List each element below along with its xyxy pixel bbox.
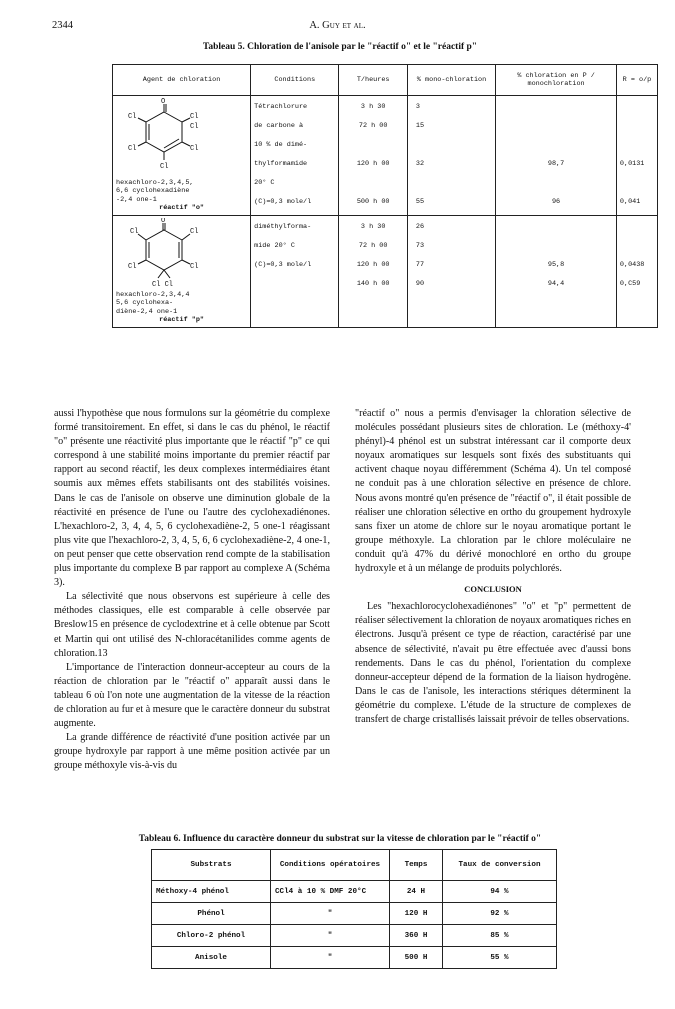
time-value [342, 136, 403, 155]
paragraph: L'importance de l'interaction donneur-accepteur au cours de la réaction de chloration par le "réactif o" apparaît aussi dans le tableau 6 où l'on note une augmentation de la vitesse de la réaction de chloration au fur et à mesure que le caractère donneur du substrat augmente. [54, 661, 330, 730]
t6-conditions: " [271, 947, 390, 969]
para-value [499, 174, 613, 193]
compound-tag: réactif "o" [159, 204, 204, 213]
r-value [620, 117, 654, 136]
compound-name-line: 5,6 cyclohexa- [116, 299, 174, 308]
atom-label: O [161, 217, 166, 225]
t5-conditions-cell-p [251, 215, 339, 327]
t6-header-substrats: Substrats [152, 850, 271, 881]
table-row [152, 903, 557, 925]
para-value [499, 136, 613, 155]
time-value: 72 h 00 [358, 241, 388, 250]
paragraph: La sélectivité que nous observons est supérieure à celle des méthodes classiques, elle est comparable à celle observée par Breslow15 en présence de cyclodextrine et à celle obtenue par Scott et Martin qui ont utilisé des N-chloracétanilides comme agents de chloration.13 [54, 591, 330, 659]
atom-label: Cl [128, 262, 137, 271]
condition-line: (C)=0,3 mole/l [254, 260, 312, 269]
time-value [342, 174, 403, 193]
time-value: 500 h 00 [356, 198, 390, 206]
t5-agent-cell-p [113, 215, 251, 327]
para-value [499, 98, 613, 117]
right-column [355, 407, 631, 727]
table-row [152, 925, 557, 947]
t6-substrat: Méthoxy-4 phénol [152, 881, 271, 903]
t6-header-temps: Temps [390, 850, 443, 881]
atom-label: O [161, 98, 166, 106]
t6-substrat: Phénol [152, 903, 271, 925]
paragraph: Les "hexachlorocyclohexadiénones" "o" et "p" permettent de réaliser sélectivement la chloration de noyaux aromatiques riches en électrons. Jusqu'à présent ce type de réaction, caractérisé par une absence de sélectivité, n'avait pu être effectuée avec d'aussi bons rendements. Dans le cas du phénol, l'orientation du complexe donneur-accepteur dépend de la formation de la liaison hydrogène. Dans le cas de l'anisole, les interactions stériques déterminent la géométrie du complexe. L'étude de la structure de complexes de transfert de charge cristallisés laissait prévoir de telles observations. [355, 601, 631, 725]
t5-header-mono: % mono-chloration [407, 65, 495, 96]
para-value: 98,7 [547, 160, 565, 168]
mono-value: 77 [415, 260, 425, 269]
t6-substrat: Anisole [152, 947, 271, 969]
molecule-diagram-p [116, 218, 212, 288]
left-column [54, 407, 330, 773]
atom-label: Cl [160, 163, 169, 171]
t6-conditions: " [271, 903, 390, 925]
t6-conditions: CCl4 à 10 % DMF 20°C [271, 881, 390, 903]
para-value [499, 117, 613, 136]
t6-temps: 500 H [390, 947, 443, 969]
t5-mono-cell-o [407, 96, 495, 216]
mono-value: 55 [415, 198, 425, 206]
time-value: 72 h 00 [358, 122, 388, 130]
condition-line: (C)=0,3 mole/l [254, 198, 312, 206]
condition-line: thylformamide [254, 160, 308, 168]
paragraph: La grande différence de réactivité d'une position activée par un groupe hydroxyle par rapport à une même position activée par un groupe méthoxyle vis-à-vis du [54, 732, 330, 772]
t5-mono-cell-p [407, 215, 495, 327]
compound-name-line: -2,4 one-1 [116, 195, 157, 204]
condition-line [254, 275, 335, 294]
para-value: 96 [551, 198, 561, 206]
atom-label: Cl [128, 113, 137, 121]
t5-para-cell-o [496, 96, 617, 216]
r-value [620, 136, 654, 155]
t5-header-conditions: Conditions [251, 65, 339, 96]
condition-line: 10 % de dimé- [254, 141, 308, 149]
time-value: 3 h 30 [360, 103, 386, 111]
t5-agent-cell-o [113, 96, 251, 216]
t6-taux: 85 % [443, 925, 557, 947]
table-row [152, 947, 557, 969]
running-title: A. Guy et al. [309, 20, 366, 31]
table-row [152, 881, 557, 903]
time-value: 3 h 30 [360, 222, 386, 231]
table5 [112, 64, 658, 328]
mono-value: 32 [415, 160, 425, 168]
t6-taux: 94 % [443, 881, 557, 903]
t5-r-cell-o [616, 96, 657, 216]
condition-line: de carbone à [254, 122, 304, 130]
table6-caption: Tableau 6. Influence du caractère donneur du substrat sur la vitesse de chloration par le "réactif o" [138, 834, 542, 844]
atom-label: Cl [190, 227, 199, 236]
compound-name-line: hexachloro-2,3,4,5, [116, 179, 194, 187]
t5-row-reactif-p [113, 215, 658, 327]
table5-caption: Tableau 5. Chloration de l'anisole par le "réactif o" et le "réactif p" [202, 42, 478, 52]
para-value [499, 218, 613, 237]
compound-name-line: 6,6 cyclohexadiène [116, 187, 190, 196]
para-value: 95,8 [547, 260, 565, 269]
r-value [620, 218, 654, 237]
time-value: 120 h 00 [356, 260, 390, 269]
r-value [620, 98, 654, 117]
t5-header-time: T/heures [339, 65, 407, 96]
table6 [151, 849, 557, 969]
t5-para-cell-p [496, 215, 617, 327]
compound-name-line: diène-2,4 one-1 [116, 307, 178, 316]
t6-taux: 92 % [443, 903, 557, 925]
condition-line: mide 20° C [254, 241, 295, 250]
atom-label: Cl [190, 123, 199, 131]
atom-label: Cl [190, 262, 199, 271]
r-value [620, 237, 654, 256]
mono-value: 90 [415, 279, 425, 288]
para-value [499, 237, 613, 256]
t5-header-r: R = o/p [616, 65, 657, 96]
time-value: 140 h 00 [356, 279, 390, 288]
t6-substrat: Chloro-2 phénol [152, 925, 271, 947]
condition-line: diméthylforma- [254, 222, 312, 231]
t5-r-cell-p [616, 215, 657, 327]
atom-label: Cl Cl [152, 280, 174, 288]
t6-conditions: " [271, 925, 390, 947]
t6-taux: 55 % [443, 947, 557, 969]
molecule-diagram-o [116, 98, 212, 176]
t6-header-taux: Taux de conversion [443, 850, 557, 881]
t5-time-cell-o [339, 96, 407, 216]
t6-temps: 120 H [390, 903, 443, 925]
page-number: 2344 [52, 20, 73, 31]
section-heading: CONCLUSION [464, 584, 522, 595]
r-value [620, 174, 654, 193]
t6-header-conditions: Conditions opératoires [271, 850, 390, 881]
atom-label: Cl [128, 145, 137, 153]
compound-name-line: hexachloro-2,3,4,4 [116, 290, 190, 299]
t6-temps: 360 H [390, 925, 443, 947]
condition-line: 20° C [254, 179, 275, 187]
para-value: 94,4 [547, 279, 565, 288]
r-value: 0,0438 [619, 260, 645, 269]
paragraph: "réactif o" nous a permis d'envisager la chloration sélective de molécules possédant plusieurs sites de chloration. Le (méthoxy-4' phényl)-4 phénol est un substrat intéressant car il comporte deux noyaux aromatiques sur lesquels sont fixés des substituants qui activent chaque noyau différemment (Schéma 4). Un tel composé ne conduit pas à une chloration sélective en présence de chlore. Nous avons montré qu'en présence de "réactif o", il était possible de réaliser une chloration sélective en ortho du groupement hydroxyle sans fixer un atome de chlore sur le noyau aromatique portant le groupe méthoxyle. La chloration par le chlore moléculaire ne conduit qu'à 47% du dérivé monochloré en ortho du groupe hydroxyle et à un mélange de produits polychlorés. [355, 408, 631, 575]
r-value: 0,041 [619, 198, 641, 206]
mono-value [416, 136, 492, 155]
t5-time-cell-p [339, 215, 407, 327]
atom-label: Cl [190, 113, 199, 121]
condition-line: Tétrachlorure [254, 103, 308, 111]
mono-value: 73 [415, 241, 425, 250]
mono-value: 15 [415, 122, 425, 130]
r-value: 0,0131 [619, 160, 645, 168]
mono-value [416, 174, 492, 193]
mono-value: 26 [415, 222, 425, 231]
t5-row-reactif-o [113, 96, 658, 216]
t5-header-para: % chloration en P / monochloration [496, 65, 617, 96]
time-value: 120 h 00 [356, 160, 390, 168]
paragraph: aussi l'hypothèse que nous formulons sur la géométrie du complexe formé transitoirement. En effet, si dans le cas du phénol, le réactif "o" présente une réactivité plus importante que le réactif "p" ce qui correspond à une stabilité moins importante du premier réactif par rapport au second réactif, les deux complexes intermédiaires étant soumis aux mêmes effets stabilisants ont des stabilités voisines. Dans le cas de l'anisole on observe une diminution globale de la réactivité en présence de l'une ou l'autre des cyclohexadiénones. L'hexachloro-2, 3, 4, 4, 5, 6 cyclohexadiène-2, 5 one-1 réagissant plus vite que l'hexachloro-2, 3, 4, 5, 6, 6 cyclohexadiène-2, 4 one-1, on peut penser que cette observation rend compte de la stabilisation plus importante du complexe B par rapport au complexe A (Schéma 3). [54, 408, 330, 589]
t5-conditions-cell-o [251, 96, 339, 216]
mono-value: 3 [415, 103, 420, 111]
t5-header-agent: Agent de chloration [113, 65, 251, 96]
t6-temps: 24 H [390, 881, 443, 903]
r-value: 0,C59 [619, 279, 641, 288]
atom-label: Cl [190, 145, 199, 153]
compound-tag: réactif "p" [159, 316, 204, 325]
atom-label: Cl [130, 227, 139, 236]
